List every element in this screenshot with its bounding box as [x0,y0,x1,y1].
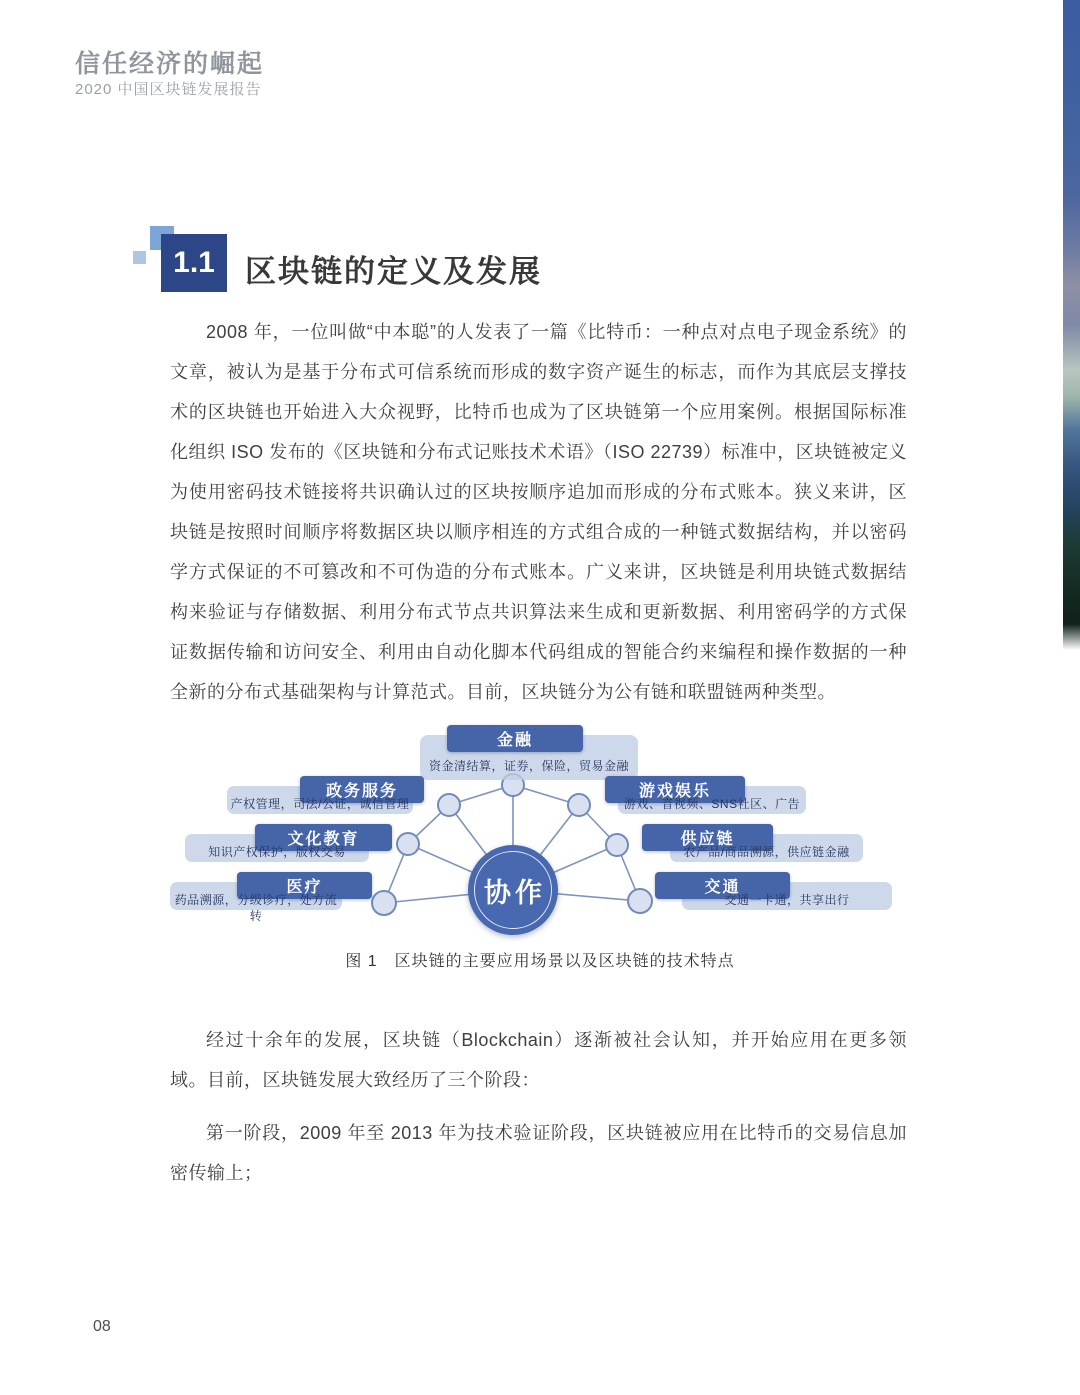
fan-node-icon [397,833,419,855]
medical-desc: 药品溯源，分级诊疗，处方流转 [174,893,338,923]
finance-label-box: 金融 [447,725,583,752]
supplychain-label-box: 供应链 [642,824,773,851]
brand-subtitle: 2020 中国区块链发展报告 [75,81,262,98]
figure-caption: 图 1 区块链的主要应用场景以及区块链的技术特点 [345,953,735,970]
page-number: 08 [93,1318,111,1335]
finance-desc: 资金清结算，证券，保险，贸易金融 [428,759,629,773]
supplychain-desc: 农产品/商品溯源，供应链金融 [683,845,850,859]
culture-desc: 知识产权保护，版权交易 [208,845,346,859]
fan-node-icon [606,834,628,856]
fan-node-icon [372,891,396,915]
fan-node-icon [438,794,460,816]
section-number-badge: 1.1 [161,234,227,292]
body-paragraph-development: 经过十余年的发展，区块链（Blockchain）逐渐被社会认知，并开始应用在更多领域。目前，区块链发展大致经历了三个阶段： [170,1030,907,1090]
culture-label-box: 文化教育 [255,824,392,851]
transport-label-box: 交通 [655,872,790,899]
games-desc: 游戏、音视频、SNS社区、广告 [623,797,801,811]
government-label-box: 政务服务 [300,776,424,803]
transport-desc: 交通一卡通，共享出行 [724,893,850,907]
accent-square-small [133,251,146,264]
government-desc: 产权管理，司法/公证，诚信管理 [230,797,410,811]
collaboration-circle [468,845,558,935]
fan-node-icon [628,889,652,913]
section-title: 区块链的定义及发展 [245,254,542,289]
medical-label-box: 医疗 [237,872,372,899]
figure-application-scenarios [170,722,920,942]
games-label-box: 游戏娱乐 [605,776,745,803]
brand-logo: 信任经济的崛起 [75,50,265,78]
city-photo-strip [1063,0,1080,650]
collaboration-label: 协作 [484,877,546,908]
fan-node-icon [568,794,590,816]
body-paragraph-definition: 2008 年，一位叫做“中本聪”的人发表了一篇《比特币：一种点对点电子现金系统》的文章，被认为是基于分布式可信系统而形成的数字资产诞生的标志，而作为其底层支撑技术的区块链也开始进入大众视野，比特币也成为了区块链第一个应用案例。根据国际标准化组织 ISO 发布的《区块链和分布式记账技术术语》（ISO 22739）标准中，区块链被定义为使用密码技术链接将共识确认过的区块按顺序追加而形成的分布式账本。狭义来讲，区块链是按照时间顺序将数据区块以顺序相连的方式组合成的一种链式数据结构，并以密码学方式保证的不可篡改和不可伪造的分布式账本。广义来讲，区块链是利用块链式数据结构来验证与存储数据、利用分布式节点共识算法来生成和更新数据、利用密码学的方式保证数据传输和访问安全、利用由自动化脚本代码组成的智能合约来编程和操作数据的一种全新的分布式基础架构与计算范式。目前，区块链分为公有链和联盟链两种类型。 [170,322,907,702]
body-paragraph-stage1: 第一阶段，2009 年至 2013 年为技术验证阶段，区块链被应用在比特币的交易信息加密传输上； [170,1123,907,1183]
